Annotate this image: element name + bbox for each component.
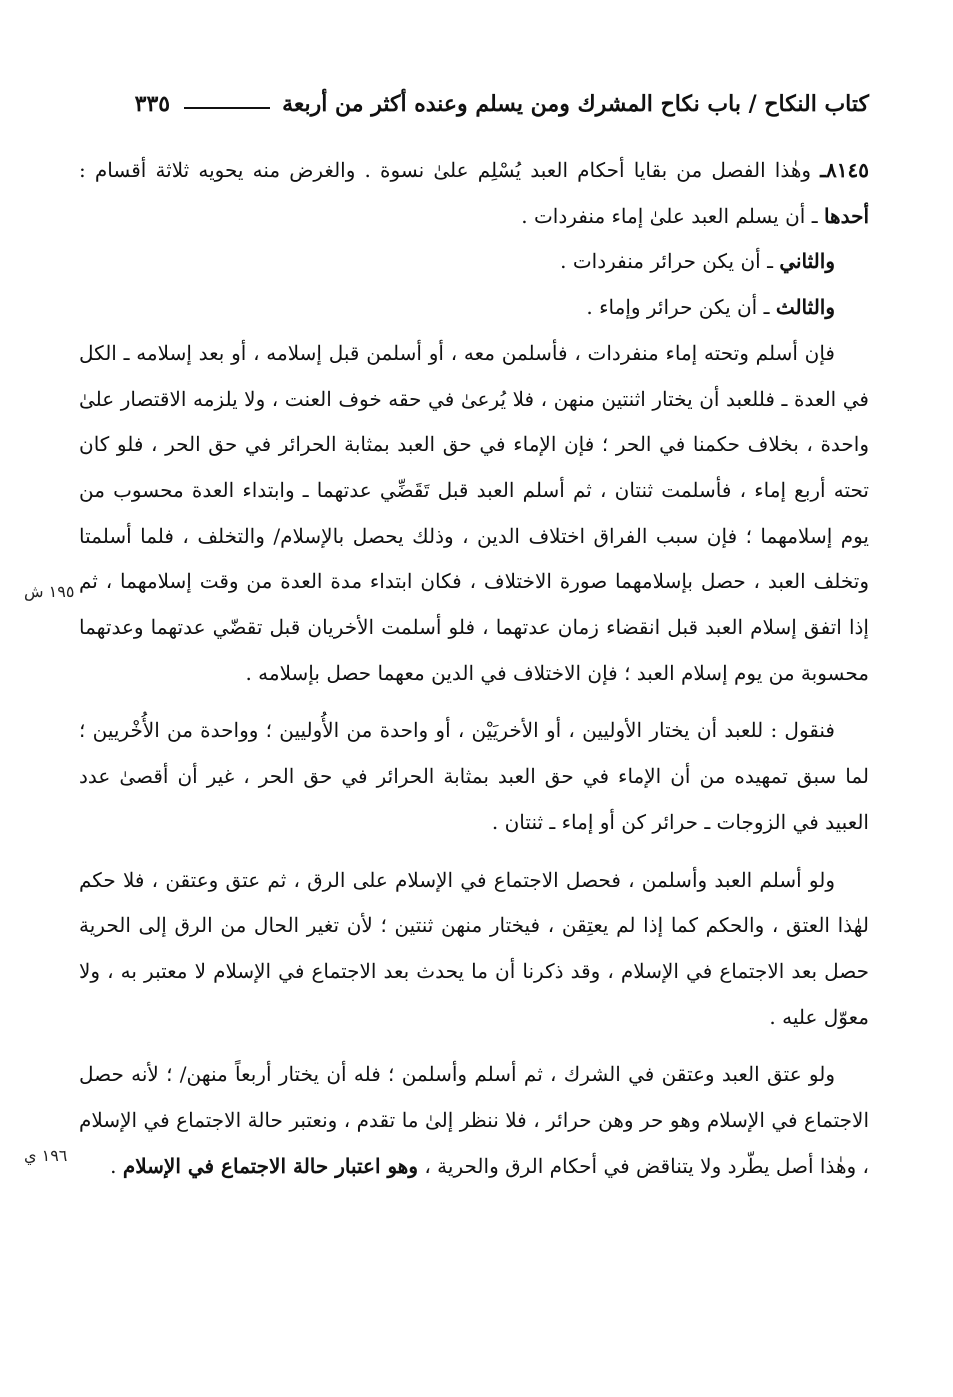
paragraph-text: ـ أن يكن حرائر منفردات .	[560, 249, 780, 274]
margin-note-manuscript: ١٩٥ ش	[24, 582, 75, 601]
paragraph-text-block: فنقول : للعبد أن يختار الأوليين ، أو الأخريَيْن ، أو واحدة من الأُوليين ؛ وواحدة من الأُخْريين ؛ لما سبق تمهيده من أن الإماء في حق العبد بمثابة الحرائر في حق الحر ، غير أن أقصىٰ عدد العبيد في الزوجات ـ حرائر كن أو إماء ـ ثنتان .	[79, 718, 870, 834]
paragraph-text: وهٰذا الفصل من بقايا أحكام العبد يُسْلِم علىٰ نسوة . والغرض منه يحويه ثلاثة أقسام :	[79, 158, 812, 182]
running-header	[79, 84, 869, 124]
paragraph-third	[79, 285, 869, 331]
header-rule	[184, 107, 270, 109]
page-number: ٣٣٥	[134, 91, 171, 117]
paragraph-final	[79, 1052, 869, 1189]
paragraph-end: .	[110, 1153, 123, 1178]
bold-lead: أحدها	[823, 203, 869, 228]
page-body	[79, 148, 869, 1189]
paragraph-text: ـ أن يسلم العبد علىٰ إماء منفردات .	[521, 203, 824, 228]
bold-lead: والثالث	[775, 295, 835, 320]
paragraph-number: ٨١٤٥ـ	[820, 158, 869, 182]
paragraph-text-block: ولو أسلم العبد وأسلمن ، فحصل الاجتماع في الإسلام على الرق ، ثم عتق وعتقن ، فلا حكم لهٰذا العتق ، والحكم كما إذا لم يعتِقن ، فيختار منهن ثنتين ؛ لأن تغير الحال من الرق إلى الحرية حصل بعد الاجتماع في الإسلام ، وقد ذكرنا أن ما يحدث بعد الاجتماع في الإسلام لا معتبر به ، ولا معوّل عليه .	[79, 867, 869, 1029]
bold-tail: وهو اعتبار حالة الاجتماع في الإسلام	[122, 1153, 419, 1178]
paragraph-text-block: فإن أسلم وتحته إماء منفردات ، فأسلمن معه ، أو أسلمن قبل إسلامه ، أو بعد إسلامه ـ الكل في العدة ـ فللعبد أن يختار اثنتين منهن ، فلا يُرعىٰ في حقه خوف العنت ، ولا يلزمه الاقتصار علىٰ واحدة ، بخلاف حكمنا في الحر ؛ فإن الإماء في حق العبد بمثابة الحرائر في حق الحر ، فلو كان تحته أربع إماء ، فأسلمت ثنتان ، ثم أسلم العبد قبل تَقَضِّي عدتهما ـ وابتداء العدة محسوب من يوم إسلامهما ؛ فإن سبب الفراق اختلاف الدين ، وذلك يحصل بالإسلام/ والتخلف ، فلما أسلمتا وتخلف العبد ، حصل بإسلامهما صورة الاختلاف ، فكان ابتداء مدة العدة من وقت إسلامهما ، ثم إذا اتفق إسلام العبد قبل انقضاء زمان عدتهما ، فلو أسلمت الأخريان قبل تقضّي عدتهما وعدتهما محسوبة من يوم إسلام العبد ؛ فإن الاختلاف في الدين معهما حصل بإسلامه .	[79, 340, 869, 685]
paragraph-text: ولو عتق العبد وعتقن في الشرك ، ثم أسلم وأسلمن ؛ فله أن يختار أربعاً منهن/ ؛ لأنه حصل الاجتماع في الإسلام وهو حر وهن حرائر ، فلا ننظر إلىٰ ما تقدم ، ونعتبر حالة الاجتماع في الإسلام ، وهٰذا أصل يطّرد ولا يتناقض في أحكام الرق والحرية ،	[79, 1062, 869, 1178]
margin-note-manuscript: ١٩٦ ي	[24, 1146, 68, 1165]
bold-lead: والثاني	[779, 249, 835, 274]
paragraph-8145	[79, 148, 869, 239]
paragraph-text: ـ أن يكن حرائر وإماء .	[586, 295, 776, 320]
header-title: كتاب النكاح / باب نكاح المشرك ومن يسلم وعنده أكثر من أربعة	[282, 91, 869, 117]
paragraph-second	[79, 239, 869, 285]
